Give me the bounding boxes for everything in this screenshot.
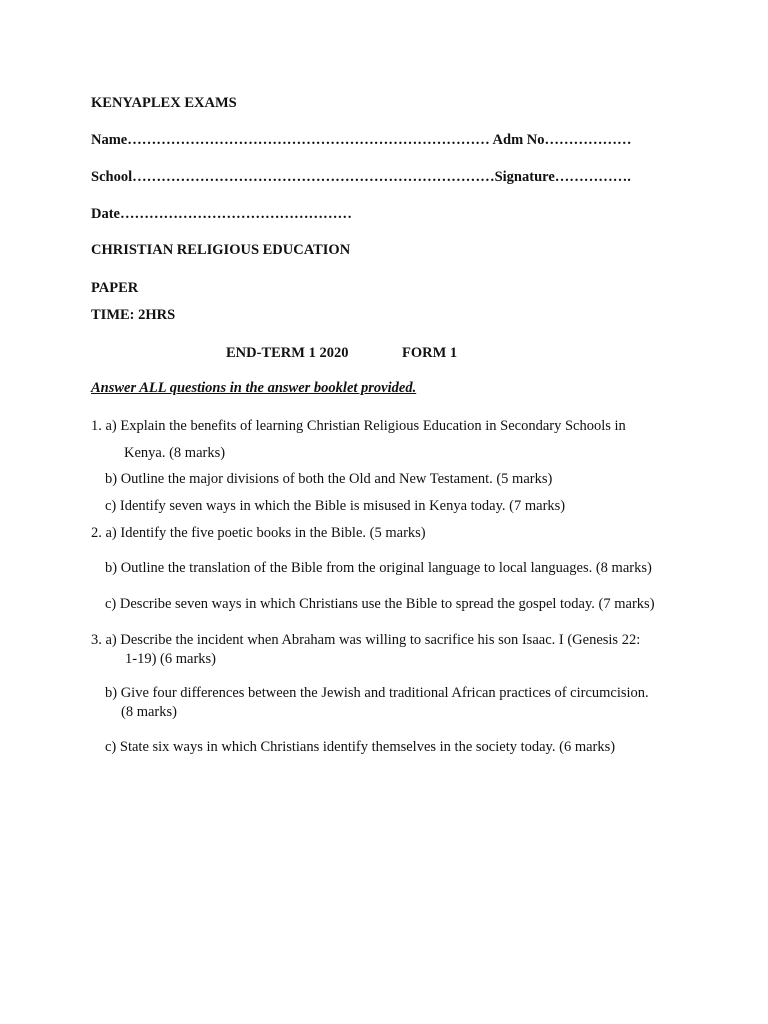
question-text: 3. a) Describe the incident when Abraham was willing to sacrifice his son Isaac. I (Genesis 22:	[91, 632, 641, 648]
school-signature-line: School…………………………………………………………………Signature…………….	[91, 169, 631, 185]
question-text: 1-19) (6 marks)	[125, 651, 217, 667]
question-text: b) Outline the translation of the Bible from the original language to local languages. (8 marks)	[105, 560, 652, 576]
question-text: c) Describe seven ways in which Christians use the Bible to spread the gospel today. (7 marks)	[105, 596, 655, 612]
question-text: 2. a) Identify the five poetic books in the Bible. (5 marks)	[91, 525, 426, 541]
question-text: b) Outline the major divisions of both the Old and New Testament. (5 marks)	[105, 471, 553, 487]
time-label: TIME: 2HRS	[91, 307, 176, 323]
question-text: 1. a) Explain the benefits of learning Christian Religious Education in Secondary Schools in	[91, 418, 626, 434]
exam-body-title: KENYAPLEX EXAMS	[91, 95, 237, 111]
question-text: c) State six ways in which Christians identify themselves in the society today. (6 marks)	[105, 739, 616, 755]
subject-title: CHRISTIAN RELIGIOUS EDUCATION	[91, 242, 351, 258]
form-label: FORM 1	[402, 345, 458, 361]
question-text: (8 marks)	[121, 704, 177, 720]
question-text: c) Identify seven ways in which the Bible is misused in Kenya today. (7 marks)	[105, 498, 566, 514]
name-adm-line: Name………………………………………………………………… Adm No………………	[91, 132, 632, 148]
term-label: END-TERM 1 2020	[226, 345, 349, 361]
question-text: Kenya. (8 marks)	[124, 445, 226, 461]
date-line: Date…………………………………………	[91, 206, 352, 222]
instruction: Answer ALL questions in the answer booklet provided.	[91, 380, 417, 396]
question-text: b) Give four differences between the Jewish and traditional African practices of circumcision.	[105, 685, 649, 701]
paper-label: PAPER	[91, 280, 139, 296]
